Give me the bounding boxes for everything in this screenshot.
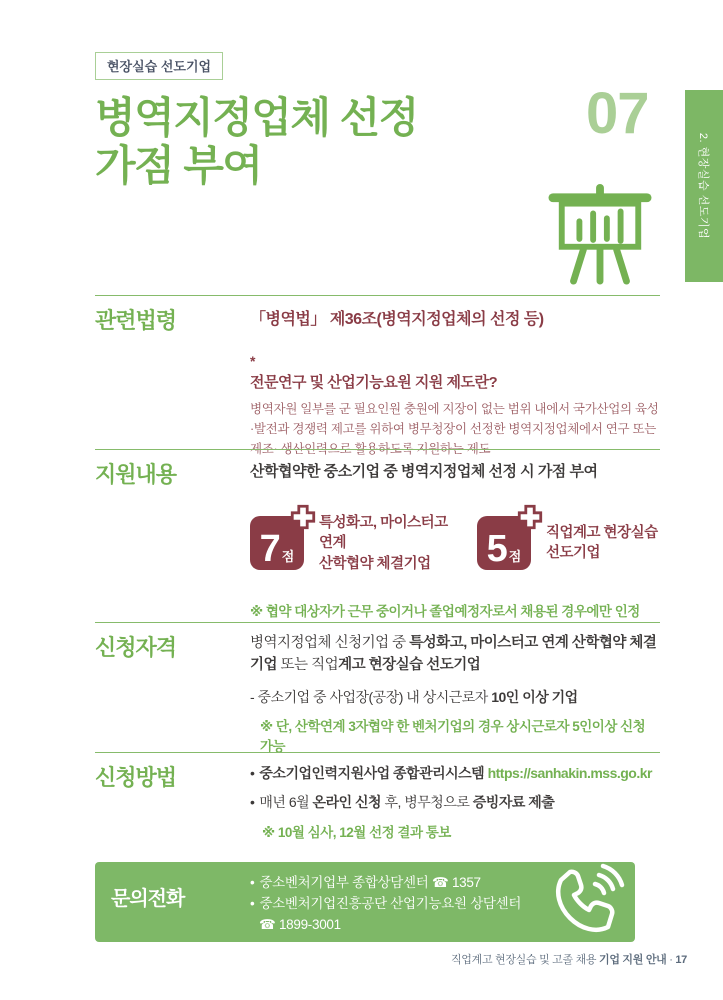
eligibility-note: ※ 단, 산학연계 3자협약 한 벤처기업의 경우 상시근로자 5인이상 신청 가능: [260, 718, 646, 754]
contact-line-1-text: 중소벤처기업부 종합상담센터 ☎ 1357: [259, 875, 481, 890]
eligibility-text-bold: 특성화고, 마이스터고 연계 산학협약 체결 기업: [250, 635, 657, 673]
score-value: 7: [259, 528, 281, 571]
phone-icon: [539, 862, 627, 947]
page-title-line2: 가점 부여: [95, 141, 262, 189]
contact-line-3: ☎ 1899-3001: [259, 916, 341, 932]
section-related-law: [95, 295, 660, 459]
footer-text: 직업계고 현장실습 및 고졸 채용: [450, 954, 599, 966]
page-header: [95, 52, 595, 190]
score-badge-label-line1: 특성화고, 마이스터고 연계: [319, 515, 448, 552]
eligibility-text: 병역지정업체 신청기업 중: [250, 635, 410, 651]
section-support-content: [95, 449, 660, 620]
score-badge-label-line1: 직업계고 현장실습: [546, 525, 658, 542]
score-square-5: [477, 516, 531, 570]
category-badge: 현장실습 선도기업: [95, 52, 223, 80]
support-condition-note: ※ 협약 대상자가 근무 중이거나 졸업예정자로서 채용된 경우에만 인정: [250, 603, 640, 619]
eligibility-detail-text: - 중소기업 중 사업장(공장) 내 상시근로자: [250, 688, 492, 705]
eligibility-paragraph: [250, 633, 660, 677]
eligibility-text-bold: 계고 현장실습 선도기업: [338, 656, 481, 673]
score-unit: 점: [508, 549, 522, 565]
page-title: [95, 94, 595, 190]
section-heading-eligibility: 신청자격: [95, 635, 177, 660]
page-title-line1: 병역지정업체 선정: [95, 94, 418, 141]
section-heading-related-law: 관련법령: [95, 308, 177, 333]
score-badge-label-line2: 산학협약 체결기업: [319, 555, 431, 572]
page-footer: [451, 951, 687, 967]
section-heading-application-method: 신청방법: [95, 765, 177, 790]
bullet-icon: •: [250, 895, 255, 911]
chapter-side-tab: [685, 90, 723, 282]
section-application-method: [95, 752, 660, 841]
contact-line-2-text: 중소벤처기업진흥공단 산업기능요원 상담센터: [259, 895, 522, 911]
plus-icon: [289, 503, 317, 536]
contact-heading: 문의전화: [111, 888, 185, 910]
eligibility-text: 또는 직업: [277, 656, 339, 673]
application-system-name: 중소기업인력지원사업 종합관리시스템: [259, 765, 488, 781]
application-bullet-1: [250, 763, 660, 783]
bullet-icon: •: [250, 765, 255, 781]
score-value: 5: [486, 528, 508, 571]
score-square-7: [250, 516, 304, 570]
score-badges-row: [250, 513, 682, 574]
eligibility-detail: [250, 687, 660, 707]
section-eligibility: [95, 622, 660, 755]
support-intro-text: 산학협약한 중소기업 중 병역지정업체 선정 시 가점 부여: [250, 463, 598, 480]
bullet-icon: •: [250, 875, 255, 890]
application-schedule-note: ※ 10월 심사, 12월 선정 결과 통보: [262, 825, 451, 840]
footer-separator: ·: [666, 954, 676, 966]
application-bullet-2: [250, 792, 660, 812]
application-text: 후, 병무청으로: [381, 794, 473, 810]
application-text: 매년 6월: [259, 794, 313, 810]
presentation-board-icon: [546, 184, 654, 291]
score-unit: 점: [281, 549, 295, 565]
chapter-side-tab-label: 2. 현장실습 선도기업: [697, 132, 709, 240]
score-badge-label-line2: 선도기업: [546, 545, 601, 562]
contact-info-box: [95, 862, 635, 942]
score-badge-label: [546, 523, 658, 564]
eligibility-detail-bold: 10인 이상 기업: [491, 688, 578, 705]
section-number: 07: [586, 81, 649, 146]
application-system-url[interactable]: https://sanhakin.mss.go.kr: [487, 765, 652, 781]
application-text-bold: 온라인 신청: [312, 794, 382, 810]
footnote-title: 전문연구 및 산업기능요원 지원 제도란?: [250, 373, 498, 391]
score-badge-7: [250, 513, 455, 574]
score-badge-label: [319, 513, 455, 574]
law-reference-text: 「병역법」 제36조(병역지정업체의 선정 등): [250, 311, 544, 328]
footnote-body: 병역자원 일부를 군 필요인원 충원에 지장이 없는 범위 내에서 국가산업의 육성·발전과 경쟁력 제고를 위하여 병무청장이 선정한 병역지정업체에서 연구 또는 제조· 생산인력으로 활용하도록 지원하는 제도: [250, 401, 659, 456]
application-text-bold: 증빙자료 제출: [472, 794, 555, 810]
bullet-icon: •: [250, 794, 255, 810]
score-badge-5: [477, 513, 682, 574]
footer-page-number: 17: [675, 954, 687, 966]
section-heading-support-content: 지원내용: [95, 462, 177, 487]
plus-icon: [516, 503, 544, 536]
footer-text-bold: 기업 지원 안내: [599, 954, 667, 966]
footnote-asterisk: *: [250, 353, 256, 369]
